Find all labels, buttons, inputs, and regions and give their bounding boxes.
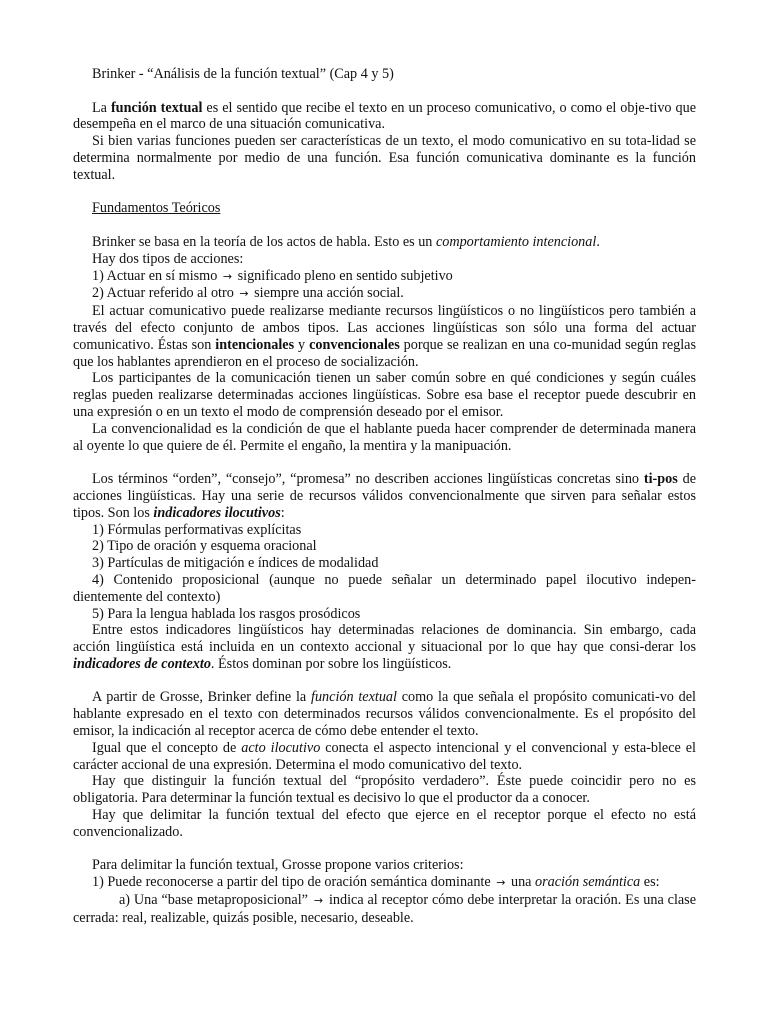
paragraph: Hay que distinguir la función textual del “propósito verdadero”. Éste puede coincidir pero no es obligatoria. Para determinar la función textual es decisivo lo que el productor da a conocer. <box>73 773 696 807</box>
list-item: 4) Contenido proposicional (aunque no puede señalar un determinado papel ilocutivo indepen-dientemente del contexto) <box>73 571 696 605</box>
arrow-icon: → <box>239 287 249 301</box>
paragraph: La función textual es el sentido que recibe el texto en un proceso comunicativo, o como el obje-tivo que desempeña en el marco de una situación comunicativa. <box>73 99 696 133</box>
paragraph: Para delimitar la función textual, Grosse propone varios criterios: <box>92 857 464 874</box>
section-heading: Fundamentos Teóricos <box>92 200 221 217</box>
paragraph: Hay que delimitar la función textual del efecto que ejerce en el receptor porque el efecto no está convencionalizado. <box>73 807 696 840</box>
list-item: 1) Actuar en sí mismo → significado pleno en sentido subjetivo <box>92 267 453 284</box>
paragraph: Los participantes de la comunicación tienen un saber común sobre en qué condiciones y según cuáles reglas pueden realizarse determinadas acciones lingüísticas. Sobre esa base el receptor puede descubrir en una expresión o en un texto el modo de comprensión deseado por el emisor. <box>73 370 696 420</box>
arrow-icon: → <box>313 894 324 908</box>
list-item: 2) Actuar referido al otro → siempre una acción social. <box>92 285 404 302</box>
paragraph: La convencionalidad es la condición de que el hablante pueda hacer comprender de determinada manera al oyente lo que quiere de él. Permite el engaño, la mentira y la manipuación. <box>73 420 696 454</box>
list-item: 3) Partículas de mitigación e índices de modalidad <box>92 555 379 572</box>
document-title: Brinker - “Análisis de la función textual” (Cap 4 y 5) <box>92 66 394 82</box>
paragraph: Igual que el concepto de acto ilocutivo conecta el aspecto intencional y el convencional y esta-blece el carácter accional de una expresión. Determina el modo comunicativo del texto. <box>73 739 696 773</box>
paragraph: a) Una “base metaproposicional” → indica al receptor cómo debe interpretar la oración. Es una clase cerrada: real, realizable, quizás posible, necesario, deseable. <box>73 892 697 926</box>
paragraph: 1) Puede reconocerse a partir del tipo de oración semántica dominante → una oración semántica es: <box>92 874 660 891</box>
arrow-icon: → <box>496 876 506 890</box>
paragraph: El actuar comunicativo puede realizarse mediante recursos lingüísticos o no lingüísticos pero también a través del efecto conjunto de ambos tipos. Las acciones lingüísticas son sólo una forma del actuar comunicativo. Éstas son intencionales y convencionales porque se realizan en una co-munidad según reglas que los hablantes aprendieron en el proceso de socialización. <box>73 303 696 370</box>
paragraph: Los términos “orden”, “consejo”, “promesa” no describen acciones lingüísticas concretas sino ti-pos de acciones lingüísticas. Hay una serie de recursos válidos convencionalmente que sirven para señalar estos tipos. Son los indicadores ilocutivos: <box>73 471 696 521</box>
paragraph: Hay dos tipos de acciones: <box>92 250 244 267</box>
list-item: 5) Para la lengua hablada los rasgos prosódicos <box>92 605 361 622</box>
paragraph: A partir de Grosse, Brinker define la función textual como la que señala el propósito comunicati-vo del hablante expresado en el texto con determinados recursos válidos convencionalmente. Es el propósito del emisor, la indicación al receptor acerca de cómo debe entender el texto. <box>73 689 697 740</box>
arrow-icon: → <box>222 269 233 283</box>
paragraph: Brinker se basa en la teoría de los actos de habla. Esto es un comportamiento intencional. <box>92 233 600 250</box>
list-item: 2) Tipo de oración y esquema oracional <box>92 538 317 555</box>
paragraph: Si bien varias funciones pueden ser características de un texto, el modo comunicativo en su tota-lidad se determina normalmente por medio de una función. Esa función comunicativa dominante es la función textual. <box>73 133 696 183</box>
list-item: 1) Fórmulas performativas explícitas <box>92 521 302 538</box>
paragraph: Entre estos indicadores lingüísticos hay determinadas relaciones de dominancia. Sin embargo, cada acción lingüística está incluida en un contexto accional y situacional por lo que hay que consi-derar los indicadores de contexto. Éstos dominan por sobre los lingüísticos. <box>73 622 696 672</box>
